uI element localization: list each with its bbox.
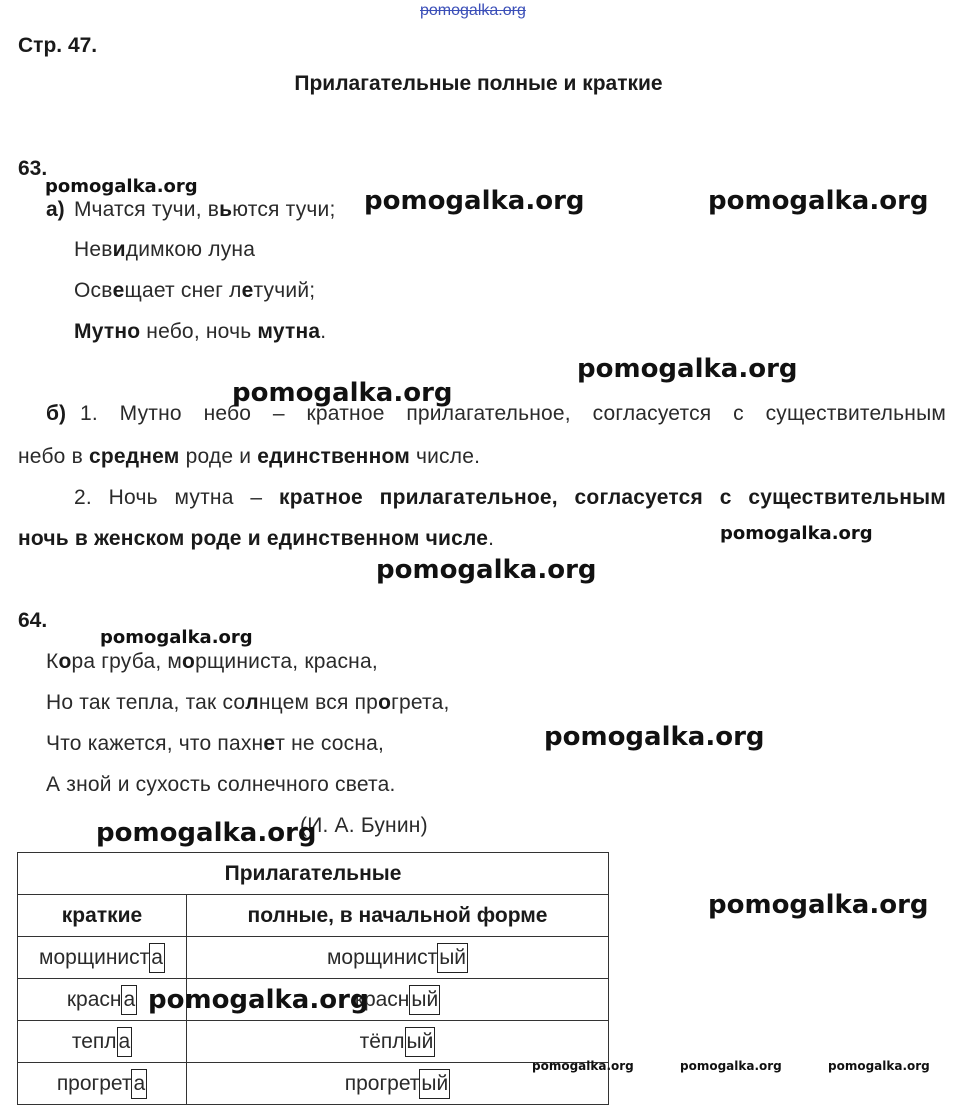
exercise-64-number: 64. [18, 609, 48, 632]
short-form-cell: морщиниста [18, 937, 187, 979]
part-a-label: а) [46, 198, 65, 221]
exercise-63-number: 63. [18, 157, 48, 180]
watermark: pomogalka.org [577, 354, 798, 384]
full-form-cell: тёплый [187, 1021, 609, 1063]
poem64-line-3: Что кажется, что пахнет не сосна, [46, 732, 385, 755]
short-form-cell: красна [18, 979, 187, 1021]
full-form-cell: красный [187, 979, 609, 1021]
answer-b1-line2: небо в среднем роде и единственном числе. [18, 445, 481, 468]
poem64-line-4: А зной и сухость солнечного света. [46, 773, 396, 796]
ending-box: ый [437, 943, 468, 973]
poem64-line-1: Кора груба, морщиниста, красна, [46, 650, 378, 673]
ending-box: ый [419, 1069, 450, 1099]
watermark: pomogalka.org [708, 186, 929, 216]
page-reference: Стр. 47. [18, 34, 98, 57]
poem63-line-1: Мчатся тучи, вьются тучи; [74, 198, 336, 221]
table-row [18, 1021, 609, 1063]
adjectives-table [17, 852, 609, 1105]
watermark: pomogalka.org [532, 1059, 634, 1073]
table-title: Прилагательные [18, 853, 609, 895]
short-form-cell: тепла [18, 1021, 187, 1063]
poem64-line-2: Но так тепла, так солнцем вся прогрета, [46, 691, 450, 714]
watermark: pomogalka.org [100, 627, 253, 648]
table-row [18, 937, 609, 979]
top-watermark: pomogalka.org [420, 2, 526, 19]
column-header-short: краткие [18, 895, 187, 937]
watermark: pomogalka.org [96, 818, 317, 848]
ending-box: ый [405, 1027, 436, 1057]
full-form-cell: морщинистый [187, 937, 609, 979]
watermark: pomogalka.org [708, 890, 929, 920]
full-form-cell: прогретый [187, 1063, 609, 1105]
watermark: pomogalka.org [364, 186, 585, 216]
short-form-cell: прогрета [18, 1063, 187, 1105]
watermark: pomogalka.org [376, 555, 597, 585]
column-header-full: полные, в начальной форме [187, 895, 609, 937]
ending-box: а [117, 1027, 133, 1057]
poem63-line-3: Освещает снег летучий; [74, 279, 316, 302]
ending-box: а [121, 985, 137, 1015]
watermark: pomogalka.org [45, 176, 198, 197]
poem63-line-4: Мутно небо, ночь мутна. [74, 320, 327, 343]
answer-b1-line1: 1. Мутно небо – кратное прилагательное, согласуется с существительным [80, 402, 946, 425]
page-title: Прилагательные полные и краткие [294, 72, 663, 95]
watermark: pomogalka.org [828, 1059, 930, 1073]
answer-b2-line2: ночь в женском роде и единственном числе. [18, 527, 495, 550]
watermark: pomogalka.org [148, 985, 369, 1015]
watermark: pomogalka.org [680, 1059, 782, 1073]
ending-box: а [131, 1069, 147, 1099]
watermark: pomogalka.org [232, 378, 453, 408]
table-row [18, 1063, 609, 1105]
watermark: pomogalka.org [544, 722, 765, 752]
poem63-line-2: Невидимкою луна [74, 238, 256, 261]
ending-box: ый [409, 985, 440, 1015]
watermark: pomogalka.org [720, 523, 873, 544]
answer-b2-line1: 2. Ночь мутна – кратное прилагательное, согласуется с существительным [74, 486, 946, 509]
ending-box: а [149, 943, 165, 973]
part-b-label: б) [46, 402, 66, 425]
poem64-author: (И. А. Бунин) [300, 814, 428, 837]
